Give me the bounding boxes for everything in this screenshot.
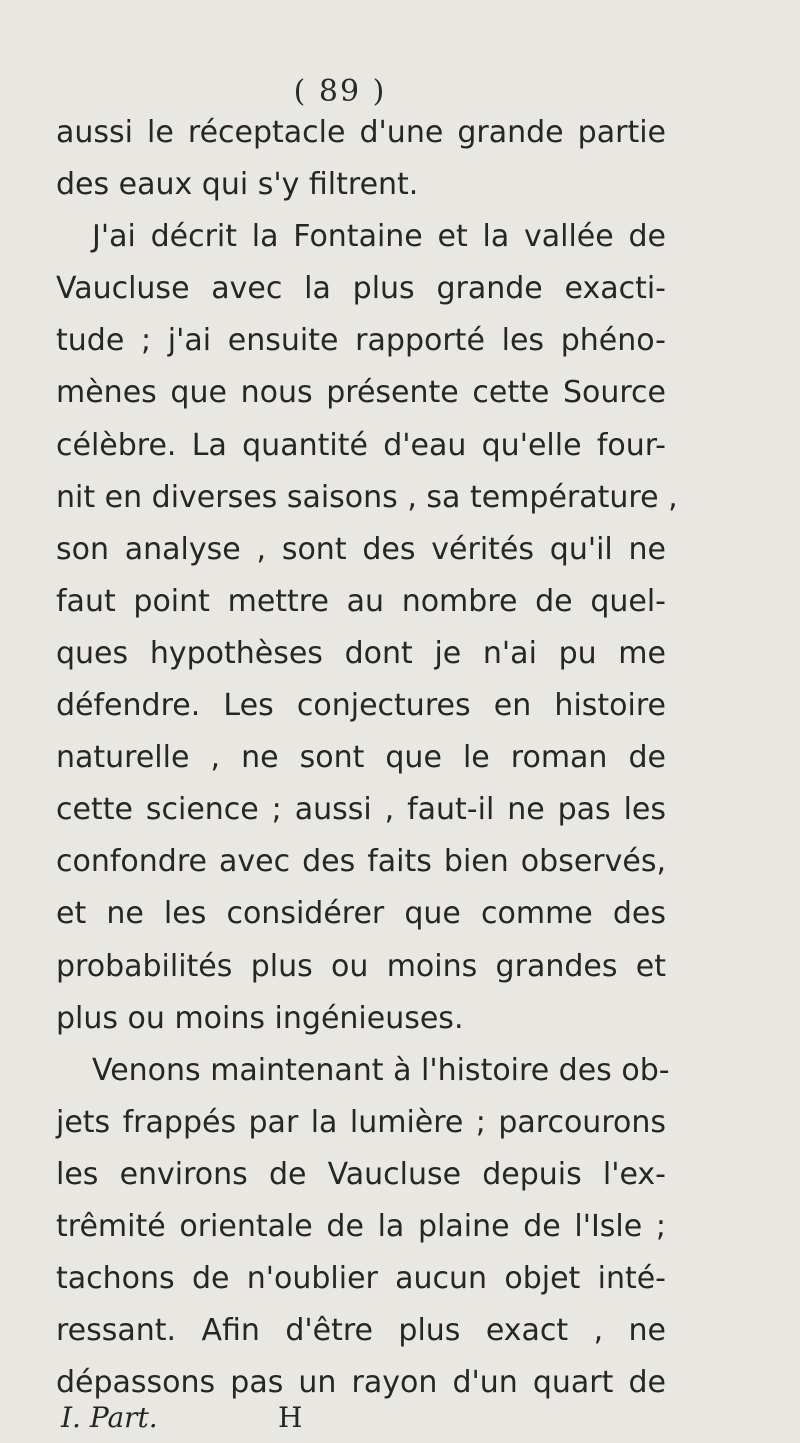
text-line: naturelle , ne sont que le roman de (56, 740, 666, 776)
text-line: nit en diverses saisons , sa température , (56, 479, 678, 515)
text-line: tachons de n'oublier aucun objet inté- (56, 1261, 666, 1297)
signature-label: I. Part. (61, 1401, 158, 1434)
text-line: plus ou moins ingénieuses. (56, 1000, 464, 1036)
text-line: jets frappés par la lumière ; parcourons (56, 1104, 666, 1140)
text-line: aussi le réceptacle d'une grande partie (56, 115, 666, 150)
text-line: ressant. Afin d'être plus exact , ne (56, 1313, 666, 1349)
text-line: J'ai décrit la Fontaine et la vallée de (92, 219, 666, 255)
text-line: confondre avec des faits bien observés, (56, 844, 666, 880)
text-line: son analyse , sont des vérités qu'il ne (56, 531, 666, 567)
text-line: ques hypothèses dont je n'ai pu me (56, 635, 666, 671)
text-line: probabilités plus ou moins grandes et (56, 948, 666, 984)
text-line: Venons maintenant à l'histoire des ob- (92, 1052, 670, 1088)
text-line: tude ; j'ai ensuite rapporté les phéno- (56, 323, 666, 359)
text-line: mènes que nous présente cette Source (56, 375, 666, 411)
text-line: dépassons pas un rayon d'un quart de (56, 1365, 666, 1401)
body-text (56, 107, 678, 1409)
text-line: trêmité orientale de la plaine de l'Isle ; (56, 1208, 666, 1244)
text-line: Vaucluse avec la plus grande exacti- (56, 271, 666, 307)
text-line: cette science ; aussi , faut-il ne pas les (56, 792, 666, 828)
signature-mark: H (278, 1401, 303, 1434)
text-line: des eaux qui s'y filtrent. (56, 167, 419, 203)
text-line: et ne les considérer que comme des (56, 896, 666, 932)
page-number: ( 89 ) (293, 74, 387, 109)
text-line: les environs de Vaucluse depuis l'ex- (56, 1156, 666, 1192)
text-line: célèbre. La quantité d'eau qu'elle four- (56, 427, 666, 463)
text-line: défendre. Les conjectures en histoire (56, 688, 666, 724)
text-line: faut point mettre au nombre de quel- (56, 583, 666, 619)
